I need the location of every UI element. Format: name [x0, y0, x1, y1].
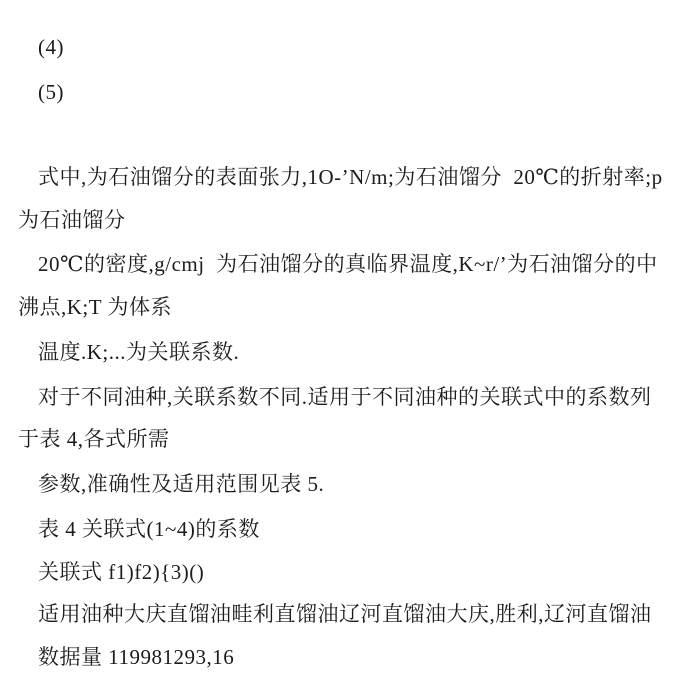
paragraph-symbols-line-3: 20℃的密度,g/cmj 为石油馏分的真临界温度,K~r/’为石油馏分的中: [38, 252, 658, 276]
paragraph-coefficients-line-1: 对于不同油种,关联系数不同.适用于不同油种的关联式中的系数列: [38, 385, 652, 409]
paragraph-symbols-line-1: 式中,为石油馏分的表面张力,1O-’N/m;为石油馏分 20℃的折射率;p: [38, 165, 663, 189]
table4-row-oil-type: 适用油种大庆直馏油畦利直馏油辽河直馏油大庆,胜利,辽河直馏油: [38, 602, 652, 626]
paragraph-coefficients-line-3: 参数,准确性及适用范围见表 5.: [38, 472, 325, 496]
equation-number-5: (5): [38, 80, 64, 104]
table4-row-data-count: 数据量 119981293,16: [38, 645, 235, 669]
paragraph-symbols-line-4: 沸点,K;T 为体系: [18, 295, 172, 319]
table4-caption: 表 4 关联式(1~4)的系数: [38, 517, 260, 541]
paragraph-symbols-line-5: 温度.K;...为关联系数.: [38, 340, 240, 364]
paragraph-symbols-line-2: 为石油馏分: [18, 208, 126, 232]
table4-row-correlation: 关联式 f1)f2){3)(): [38, 560, 205, 584]
paragraph-coefficients-line-2: 于表 4,各式所需: [18, 427, 170, 451]
equation-number-4: (4): [38, 35, 64, 59]
